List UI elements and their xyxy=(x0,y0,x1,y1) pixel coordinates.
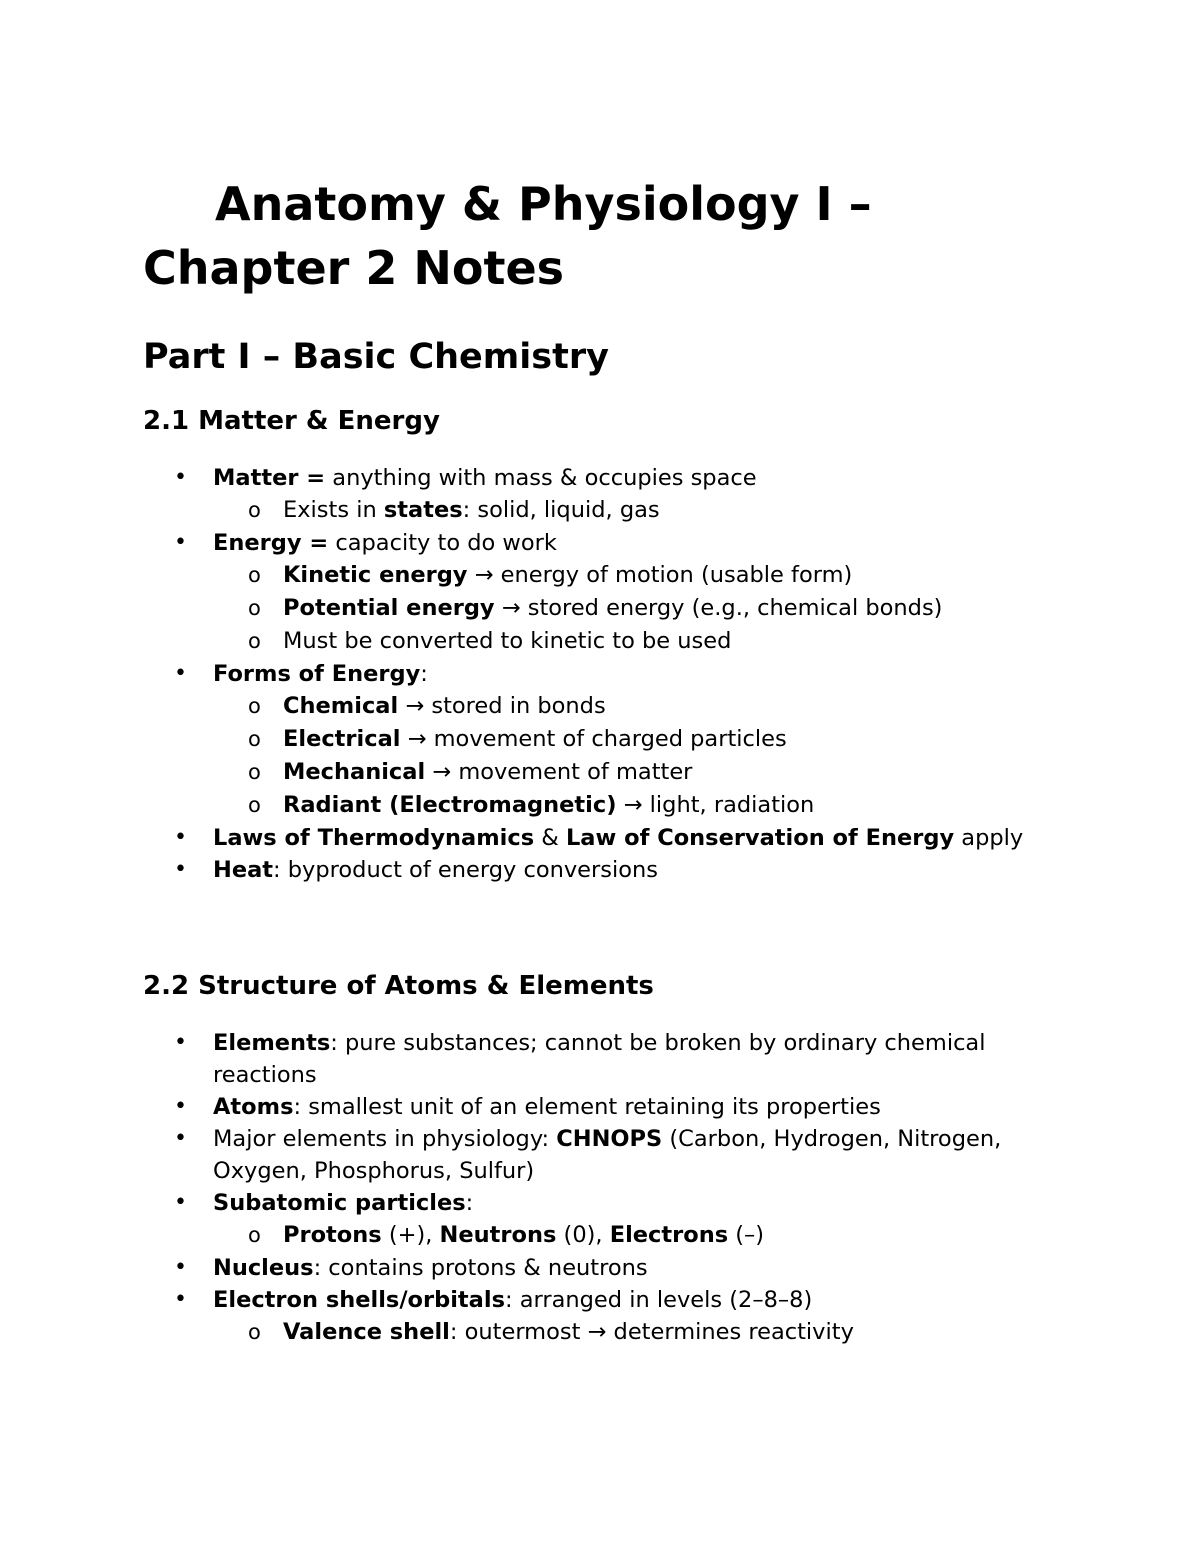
term-energy: Energy = xyxy=(213,530,329,556)
list-item-laws xyxy=(143,822,1053,854)
term-nucleus: Nucleus xyxy=(213,1255,314,1281)
sublist-forms xyxy=(213,690,1053,822)
definition-radiant: → light, radiation xyxy=(616,792,815,818)
term-heat: Heat xyxy=(213,857,274,883)
definition-nucleus: : contains protons & neutrons xyxy=(313,1255,648,1281)
sublist-item-converted xyxy=(213,625,1053,658)
list-item-heat xyxy=(143,854,1053,886)
list-item-shells xyxy=(143,1284,1053,1349)
definition-kinetic: → energy of motion (usable form) xyxy=(467,562,853,588)
term-valence: Valence shell xyxy=(283,1319,450,1345)
sublist-subatomic xyxy=(213,1219,1053,1252)
document-title xyxy=(143,172,1053,300)
neutrons-charge: (0), xyxy=(556,1222,610,1248)
sub-bullet-icon: o xyxy=(248,563,261,587)
list-item-subatomic xyxy=(143,1187,1053,1252)
sublist-shells xyxy=(213,1316,1053,1349)
list-item-elements xyxy=(143,1027,1053,1091)
part-heading: Part I – Basic Chemistry xyxy=(143,337,609,377)
bullet-icon: • xyxy=(174,465,187,490)
sub-bullet-icon: o xyxy=(248,760,261,784)
converted-note: Must be converted to kinetic to be used xyxy=(283,628,732,654)
definition-atoms: : smallest unit of an element retaining its properties xyxy=(293,1094,881,1120)
sub-bullet-icon: o xyxy=(248,1223,261,1247)
term-potential: Potential energy xyxy=(283,595,495,621)
laws-connector: & xyxy=(534,825,566,851)
subatomic-colon: : xyxy=(465,1190,474,1216)
definition-chnops: (Carbon, Hydrogen, Nitrogen, Oxygen, Phosphorus, Sulfur) xyxy=(213,1126,1002,1184)
definition-heat: : byproduct of energy conversions xyxy=(273,857,658,883)
list-item-forms xyxy=(143,658,1053,822)
bullet-icon: • xyxy=(174,661,187,686)
term-thermodynamics: Laws of Thermodynamics xyxy=(213,825,535,851)
term-neutrons: Neutrons xyxy=(439,1222,557,1248)
sublist-energy xyxy=(213,559,1053,658)
laws-apply: apply xyxy=(954,825,1024,851)
term-mechanical: Mechanical xyxy=(283,759,426,785)
sublist-item-radiant xyxy=(213,789,1053,822)
term-matter: Matter = xyxy=(213,465,326,491)
sub-bullet-icon: o xyxy=(248,1320,261,1344)
term-electrons: Electrons xyxy=(609,1222,729,1248)
definition-mechanical: → movement of matter xyxy=(425,759,693,785)
term-elements: Elements xyxy=(213,1030,331,1056)
forms-colon: : xyxy=(420,661,428,687)
sub-bullet-icon: o xyxy=(248,498,261,522)
sublist-item-particles xyxy=(213,1219,1053,1252)
definition-shells: : arranged in levels (2–8–8) xyxy=(504,1287,813,1313)
bullet-icon: • xyxy=(174,1287,187,1312)
list-item-matter xyxy=(143,462,1053,527)
definition-valence: : outermost → determines reactivity xyxy=(449,1319,854,1345)
term-chnops: CHNOPS xyxy=(556,1126,663,1152)
sublist-item-chemical xyxy=(213,690,1053,723)
sublist-item-valence xyxy=(213,1316,1053,1349)
list-item-nucleus xyxy=(143,1252,1053,1284)
definition-electrical: → movement of charged particles xyxy=(400,726,787,752)
sublist-item-mechanical xyxy=(213,756,1053,789)
document-page xyxy=(143,172,1053,1349)
sublist-matter xyxy=(213,494,1053,527)
states-prefix: Exists in xyxy=(283,497,384,523)
section-heading-2-2: 2.2 Structure of Atoms & Elements xyxy=(143,971,654,1001)
definition-chemical: → stored in bonds xyxy=(398,693,606,719)
definition-potential: → stored energy (e.g., chemical bonds) xyxy=(494,595,943,621)
bullet-icon: • xyxy=(174,530,187,555)
list-item-major-elements xyxy=(143,1123,1053,1187)
definition-matter: anything with mass & occupies space xyxy=(325,465,757,491)
bullet-icon: • xyxy=(174,1094,187,1119)
list-item-energy xyxy=(143,527,1053,658)
section-2-2-list xyxy=(143,1027,1053,1349)
term-radiant: Radiant (Electromagnetic) xyxy=(283,792,617,818)
bullet-icon: • xyxy=(174,1255,187,1280)
sublist-item-potential xyxy=(213,592,1053,625)
title-line-1: Anatomy & Physiology I – xyxy=(215,177,872,231)
term-kinetic: Kinetic energy xyxy=(283,562,468,588)
sub-bullet-icon: o xyxy=(248,694,261,718)
term-states: states xyxy=(383,497,463,523)
section-2-1-list xyxy=(143,462,1053,886)
sublist-item-kinetic xyxy=(213,559,1053,592)
bullet-icon: • xyxy=(174,1030,187,1055)
major-prefix: Major elements in physiology: xyxy=(213,1126,557,1152)
term-chemical: Chemical xyxy=(283,693,399,719)
definition-elements: : pure substances; cannot be broken by ordinary chemical reactions xyxy=(213,1030,986,1088)
term-forms: Forms of Energy xyxy=(213,661,421,687)
sub-bullet-icon: o xyxy=(248,596,261,620)
sub-bullet-icon: o xyxy=(248,629,261,653)
definition-energy: capacity to do work xyxy=(328,530,557,556)
list-item-atoms xyxy=(143,1091,1053,1123)
title-line-2: Chapter 2 Notes xyxy=(143,241,565,295)
term-conservation: Law of Conservation of Energy xyxy=(565,825,955,851)
term-protons: Protons xyxy=(283,1222,382,1248)
section-heading-2-1: 2.1 Matter & Energy xyxy=(143,406,440,436)
bullet-icon: • xyxy=(174,825,187,850)
sub-bullet-icon: o xyxy=(248,727,261,751)
bullet-icon: • xyxy=(174,1190,187,1215)
sublist-item-states xyxy=(213,494,1053,527)
protons-charge: (+), xyxy=(381,1222,440,1248)
definition-states: : solid, liquid, gas xyxy=(462,497,660,523)
term-atoms: Atoms xyxy=(213,1094,294,1120)
bullet-icon: • xyxy=(174,1126,187,1151)
term-shells: Electron shells/orbitals xyxy=(213,1287,505,1313)
term-electrical: Electrical xyxy=(283,726,401,752)
term-subatomic: Subatomic particles xyxy=(213,1190,466,1216)
bullet-icon: • xyxy=(174,857,187,882)
sub-bullet-icon: o xyxy=(248,793,261,817)
electrons-charge: (–) xyxy=(728,1222,765,1248)
sublist-item-electrical xyxy=(213,723,1053,756)
